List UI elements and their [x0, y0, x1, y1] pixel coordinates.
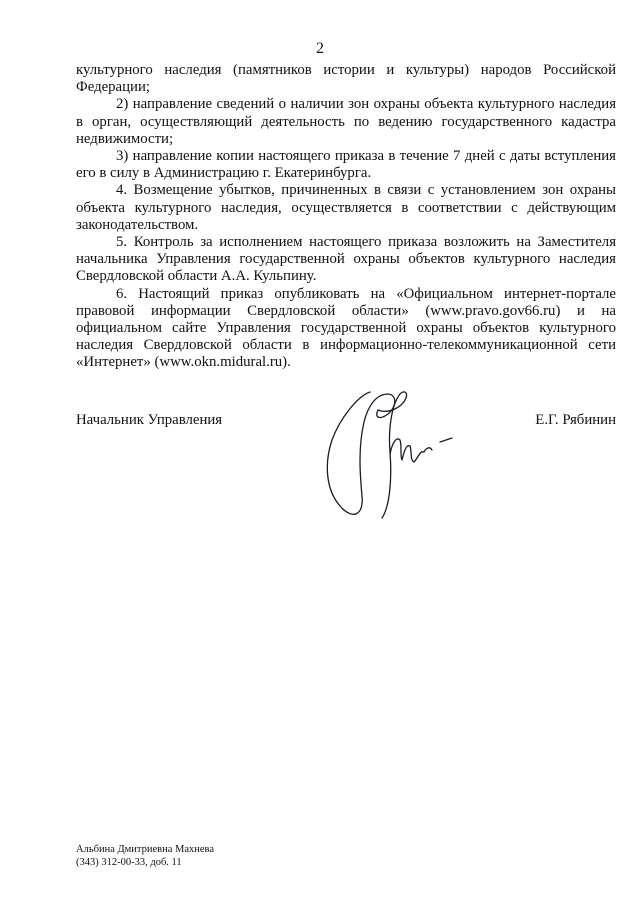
- executor-name: Альбина Дмитриевна Махнева: [76, 844, 215, 855]
- signatory-name: Е.Г. Рябинин: [535, 412, 616, 428]
- page-number: 2: [316, 40, 324, 57]
- document-body: [76, 62, 616, 372]
- paragraph-item-3: 3) направление копии настоящего приказа в течение 7 дней с даты вступления его в силу в Администрацию г. Екатеринбурга.: [76, 148, 616, 182]
- paragraph-item-5: 5. Контроль за исполнением настоящего приказа возложить на Заместителя начальника Управления государственной охраны объектов культурного наследия Свердловской области А.А. Кульпину.: [76, 234, 616, 285]
- paragraph-item-4: 4. Возмещение убытков, причиненных в связи с установлением зон охраны объекта культурного наследия, осуществляется в соответствии с действующим законодательством.: [76, 182, 616, 233]
- paragraph-item-2: 2) направление сведений о наличии зон охраны объекта культурного наследия в орган, осуществляющий деятельность по ведению государственного кадастра недвижимости;: [76, 96, 616, 147]
- paragraph-item-6: 6. Настоящий приказ опубликовать на «Официальном интернет-портале правовой информации Свердловской области» (www.pravo.gov66.ru) и на официальном сайте Управления государственной охраны объектов культурного наследия Свердловской области в информационно-телекоммуникационной сети «Интернет» (www.okn.midural.ru).: [76, 285, 616, 371]
- executor-phone: (343) 312-00-33, доб. 11: [76, 857, 182, 868]
- handwritten-signature: [318, 378, 458, 528]
- executor-footer: [76, 843, 214, 869]
- signatory-title: Начальник Управления: [76, 412, 223, 428]
- paragraph-continuation: культурного наследия (памятников истории и культуры) народов Российской Федерации;: [76, 62, 616, 96]
